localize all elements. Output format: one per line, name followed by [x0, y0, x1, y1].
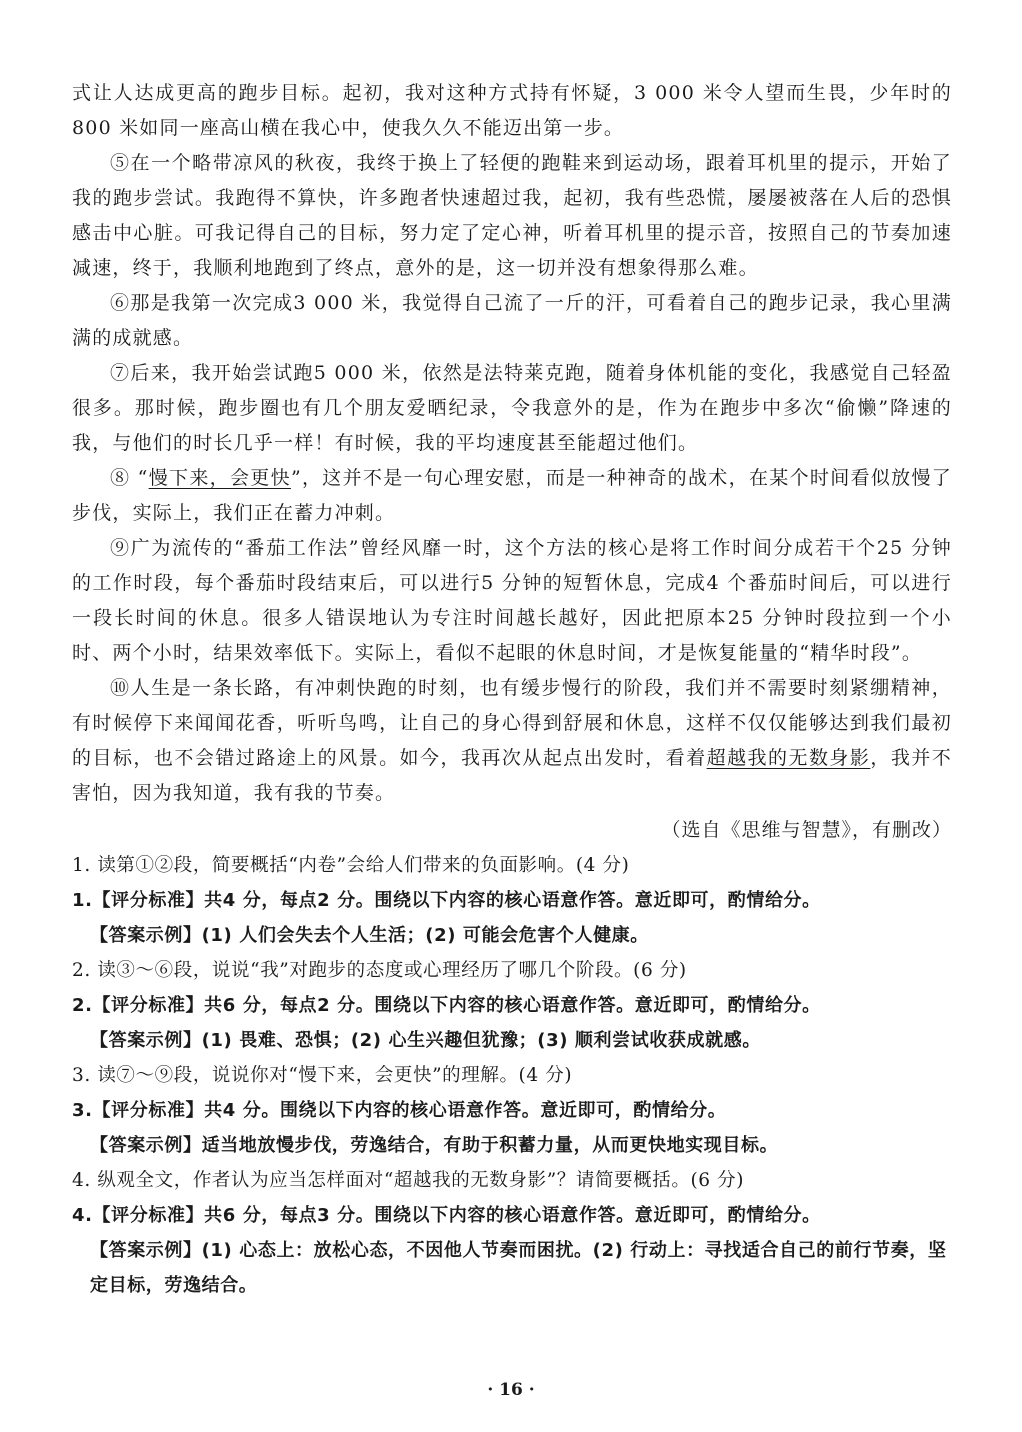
article-source: （选自《思维与智慧》，有删改） [661, 819, 952, 841]
question-text: 2. 读③～⑥段，说说“我”对跑步的态度或心理经历了哪几个阶段。(6 分) [72, 960, 687, 981]
page-number: · 16 · [487, 1380, 535, 1400]
underlined-phrase-slow-down: 慢下来，会更快 [148, 467, 291, 489]
underlined-phrase-countless-figures: 超越我的无数身影 [706, 747, 871, 769]
question-text: 3. 读⑦～⑨段，说说你对“慢下来，会更快”的理解。(4 分) [72, 1065, 573, 1086]
question-text: 4. 纵观全文，作者认为应当怎样面对“超越我的无数身影”？请简要概括。(6 分) [72, 1170, 745, 1191]
question-block-1 [72, 848, 952, 953]
paragraph-5: ⑤在一个略带凉风的秋夜，我终于换上了轻便的跑鞋来到运动场，跟着耳机里的提示，开始了我的跑步尝试。我跑得不算快，许多跑者快速超过我，起初，我有些恐慌，屡屡被落在人后的恐惧感击中心脏。可我记得自己的目标，努力定了定心神，听着耳机里的提示音，按照自己的节奏加速减速，终于，我顺利地跑到了终点，意外的是，这一切并没有想象得那么难。 [72, 152, 952, 279]
answer-example: 【答案示例】(1) 心态上：放松心态，不因他人节奏而困扰。(2) 行动上：寻找适合自己的前行节奏，坚定目标，劳逸结合。 [90, 1240, 947, 1296]
question-block-3 [72, 1058, 952, 1163]
answer-example: 【答案示例】(1) 人们会失去个人生活；(2) 可能会危害个人健康。 [90, 925, 649, 946]
paragraph-6: ⑥那是我第一次完成3 000 米，我觉得自己流了一斤的汗，可看着自己的跑步记录，我心里满满的成就感。 [72, 292, 952, 349]
answer-example: 【答案示例】(1) 畏难、恐惧；(2) 心生兴趣但犹豫；(3) 顺利尝试收获成就感。 [90, 1030, 761, 1051]
paragraph-8-prefix: ⑧ “ [110, 467, 149, 489]
question-text: 1. 读第①②段，简要概括“内卷”会给人们带来的负面影响。(4 分) [72, 855, 630, 876]
paragraph-10-prefix: ⑩人生是一条长路，有冲刺快跑的时刻，也有缓步慢行的阶段，我们并不需要时刻紧绷精神，有时候停下来闻闻花香，听听鸟鸣，让自己的身心得到舒展和休息，这样不仅仅能够达到我们最初的目标，也不会错过路途上的风景。如今，我再次从起点出发时，看着 [72, 677, 952, 769]
paragraph-8 [72, 461, 952, 531]
scoring-standard: 4.【评分标准】共6 分，每点3 分。围绕以下内容的核心语意作答。意近即可，酌情给分。 [72, 1205, 821, 1226]
paragraph-continued: 式让人达成更高的跑步目标。起初，我对这种方式持有怀疑，3 000 米令人望而生畏，少年时的800 米如同一座高山横在我心中，使我久久不能迈出第一步。 [72, 82, 952, 139]
answer-example: 【答案示例】适当地放慢步伐，劳逸结合，有助于积蓄力量，从而更快地实现目标。 [90, 1135, 779, 1156]
scoring-standard: 2.【评分标准】共6 分，每点2 分。围绕以下内容的核心语意作答。意近即可，酌情给分。 [72, 995, 821, 1016]
scoring-standard: 1.【评分标准】共4 分，每点2 分。围绕以下内容的核心语意作答。意近即可，酌情给分。 [72, 890, 821, 911]
paragraph-8-suffix: ”，这并不是一句心理安慰，而是一种神奇的战术，在某个时间看似放慢了步伐，实际上，我们正在蓄力冲刺。 [72, 467, 952, 524]
scoring-standard: 3.【评分标准】共4 分。围绕以下内容的核心语意作答。意近即可，酌情给分。 [72, 1100, 727, 1121]
article-body [72, 76, 952, 1303]
paragraph-10 [72, 671, 952, 811]
paragraph-10-suffix: ，我并不害怕，因为我知道，我有我的节奏。 [72, 747, 953, 804]
paragraph-9: ⑨广为流传的“番茄工作法”曾经风靡一时，这个方法的核心是将工作时间分成若干个25 分钟的工作时段，每个番茄时段结束后，可以进行5 分钟的短暂休息，完成4 个番茄时间后，可以进行一段长时间的休息。很多人错误地认为专注时间越长越好，因此把原本25 分钟时段拉到一个小时、两个小时，结果效率低下。实际上，看似不起眼的休息时间，才是恢复能量的“精华时段”。 [72, 537, 952, 664]
question-block-2 [72, 953, 952, 1058]
paragraph-7: ⑦后来，我开始尝试跑5 000 米，依然是法特莱克跑，随着身体机能的变化，我感觉自己轻盈很多。那时候，跑步圈也有几个朋友爱晒纪录，令我意外的是，作为在跑步中多次“偷懒”降速的我，与他们的时长几乎一样！有时候，我的平均速度甚至能超过他们。 [72, 362, 952, 454]
question-block-4 [72, 1163, 952, 1303]
